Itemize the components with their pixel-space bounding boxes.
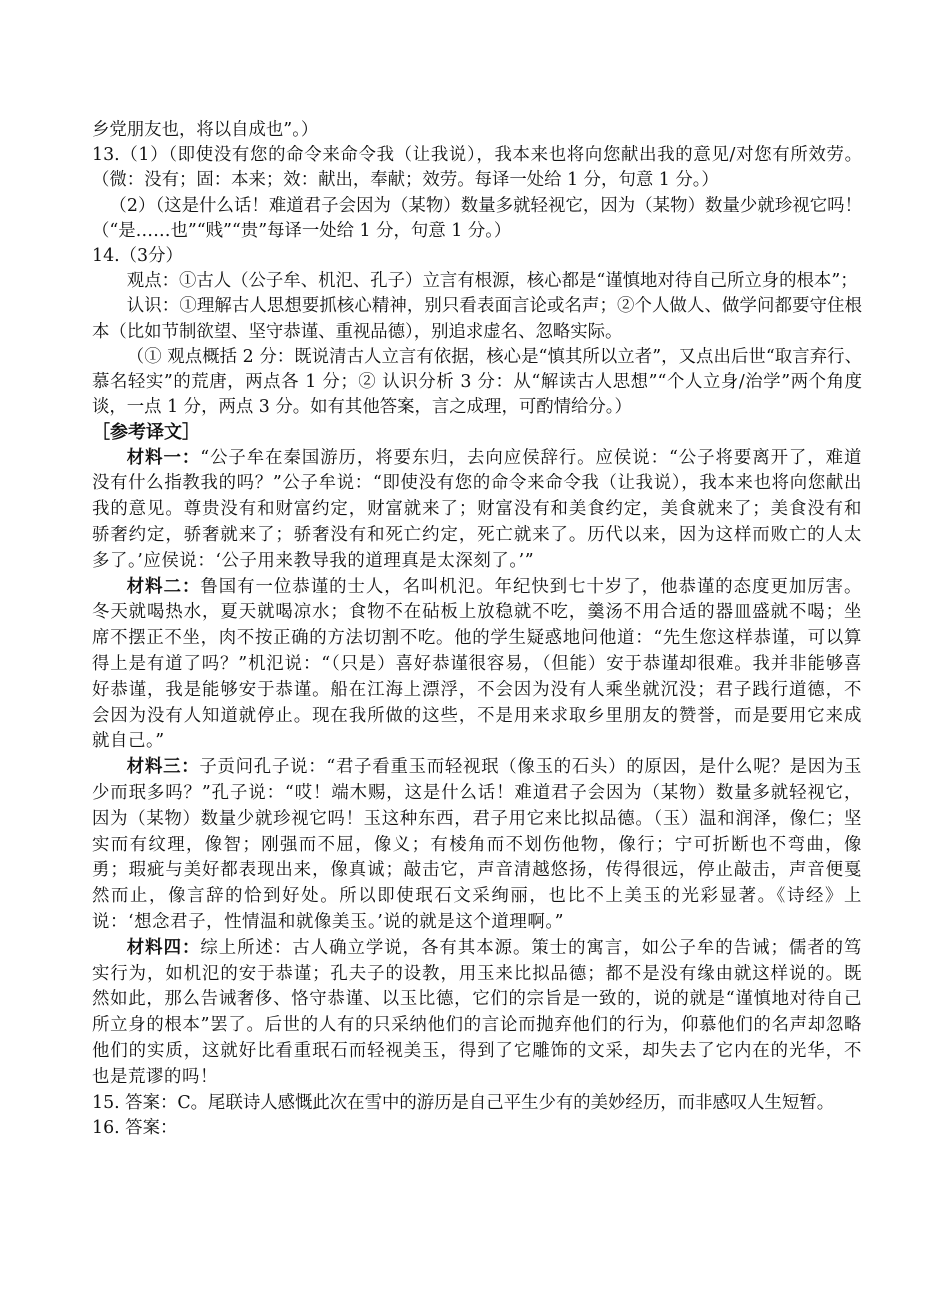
- answer-16: 16. 答案：: [92, 1117, 178, 1138]
- material-2-text: 鲁国有一位恭谨的士人，名叫机氾。年纪快到七十岁了，他恭谨的态度更加厉害。冬天就喝热水，夏天就喝凉水；食物不在砧板上放稳就不吃，羹汤不用合适的器皿盛就不喝；坐席不摆正不坐，肉不按正确的方法切割不吃。他的学生疑惑地问他道：“先生您这样恭谨，可以算得上是有道了吗？”机氾说：“（只是）喜好恭谨很容易，（但能）安于恭谨却很难。我并非能够喜好恭谨，我是能够安于恭谨。船在江海上漂浮，不会因为没有人乘坐就沉没；君子践行道德，不会因为没有人知道就停止。现在我所做的这些，不是用来求取乡里朋友的赞誉，而是要用它来成就自己。”: [92, 576, 862, 752]
- continued-line: 乡党朋友也，将以自成也”。）: [92, 120, 319, 140]
- material-1-label: 材料一：: [126, 447, 201, 468]
- material-1-text: “公子牟在秦国游历，将要东归，去向应侯辞行。应侯说：“公子将要离开了，难道没有什么指教我的吗？”公子牟说：“即使没有您的命令来命令我（让我说），我本来也将向您献出我的意见。尊贵没有和财富约定，财富就来了；财富没有和美食约定，美食就来了；美食没有和骄奢约定，骄奢就来了；骄奢没有和死亡约定，死亡就来了。历代以来，因为这样而败亡的人太多了。’应侯说：‘公子用来教导我的道理真是太深刻了。’”: [92, 447, 862, 571]
- answer-13-part-2: （2）（这是什么话！难道君子会因为（某物）数量多就轻视它，因为（某物）数量少就珍视它吗！（“是……也”“贱”“贵”每译一处给 1 分，句意 1 分。）: [92, 195, 862, 241]
- material-4-label: 材料四：: [126, 937, 201, 958]
- material-2-label: 材料二：: [126, 576, 201, 597]
- answer-14-understanding: 认识：①理解古人思想要抓核心精神，别只看表面言论或名声；②个人做人、做学问都要守住根本（比如节制欲望、坚守恭谨、重视品德），别追求虚名、忽略实际。: [92, 296, 862, 342]
- answer-14-heading: 14.（3分）: [92, 246, 183, 267]
- material-3-label: 材料三：: [126, 757, 200, 778]
- answer-document: [92, 118, 862, 1141]
- answer-15: 15. 答案：C。尾联诗人感慨此次在雪中的游历是自己平生少有的美妙经历，而非感叹人生短暂。: [92, 1092, 835, 1113]
- answer-13-part-1: 13.（1）（即使没有您的命令来命令我（让我说），我本来也将向您献出我的意见/对您有所效劳。（微：没有；固：本来；效：献出，奉献；效劳。每译一处给 1 分，句意 1 分。）: [92, 145, 862, 191]
- material-3: [92, 755, 862, 936]
- material-2: [92, 575, 862, 756]
- reference-translation-title: ［参考译文］: [92, 422, 200, 444]
- material-1: [92, 446, 862, 575]
- answer-14-scoring: （① 观点概括 2 分：既说清古人立言有依据，核心是“慎其所以立者”，又点出后世“取言弃行、慕名轻实”的荒唐，两点各 1 分；② 认识分析 3 分：从“解读古人思想”“个人立身/治学”两个角度谈，一点 1 分，两点 3 分。如有其他答案，言之成理，可酌情给分。）: [92, 346, 862, 418]
- material-4-text: 综上所述：古人确立学说，各有其本源。策士的寓言，如公子牟的告诫；儒者的笃实行为，如机氾的安于恭谨；孔夫子的设教，用玉来比拟品德；都不是没有缘由就这样说的。既然如此，那么告诫奢侈、恪守恭谨、以玉比德，它们的宗旨是一致的，说的就是“谨慎地对待自己所立身的根本”罢了。后世的人有的只采纳他们的言论而抛弃他们的行为，仰慕他们的名声却忽略他们的实质，这就好比看重珉石而轻视美玉，得到了它雕饰的文采，却失去了它内在的光华，不也是荒谬的吗！: [92, 937, 862, 1087]
- answer-14-viewpoint: 观点：①古人（公子牟、机氾、孔子）立言有根源，核心都是“谨慎地对待自己所立身的根本”；: [126, 271, 858, 292]
- material-3-text: 子贡问孔子说：“君子看重玉而轻视珉（像玉的石头）的原因，是什么呢？是因为玉少而珉多吗？”孔子说：“哎！端木赐，这是什么话！难道君子会因为（某物）数量多就轻视它，因为（某物）数量少就珍视它吗！玉这种东西，君子用它来比拟品德。（玉）温和润泽，像仁；坚实而有纹理，像智；刚强而不屈，像义；有棱角而不划伤他物，像行；宁可折断也不弯曲，像勇；瑕疵与美好都表现出来，像真诚；敲击它，声音清越悠扬，传得很远，停止敲击，声音便戛然而止，像言辞的恰到好处。所以即使珉石文采绚丽，也比不上美玉的光彩显著。《诗经》上说：‘想念君子，性情温和就像美玉。’说的就是这个道理啊。”: [92, 757, 862, 932]
- material-4: [92, 936, 862, 1091]
